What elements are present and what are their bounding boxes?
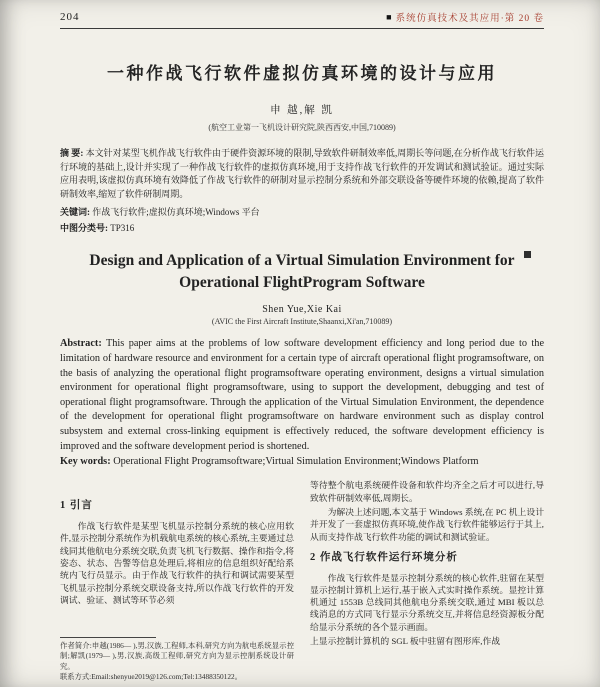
abstract-label-en: Abstract: bbox=[60, 338, 102, 350]
keywords-label-cn: 关键词: bbox=[60, 207, 90, 217]
contact-info: 联系方式:Email:shenyue2019@126.com;Tel:13488350122。 bbox=[60, 672, 242, 682]
author-bio: 作者简介:申越(1986— ),男,汉族,工程师,本科,研究方向为航电系统显示控制;解凯(1979— ),男,汉族,高级工程师,研究方向为显示控制系统设计研究。 bbox=[60, 640, 294, 671]
clc-number bbox=[60, 221, 544, 234]
abstract-cn bbox=[60, 147, 544, 201]
keywords-en bbox=[60, 456, 544, 467]
two-column-body bbox=[60, 479, 544, 687]
paper-title-cn: 一种作战飞行软件虚拟仿真环境的设计与应用 bbox=[107, 64, 497, 83]
right-column bbox=[310, 479, 544, 687]
abstract-text-cn: 本文针对某型飞机作战飞行软件由于硬件资源环境的限制,导致软件研制效率低,周期长等问题,在分析作战飞行软件运行环境的基础上,设计并实现了一种作战飞行软件的虚拟仿真环境,用于支持作战飞行软件的开发调试和测试验证。通过实际应用表明,该虚拟仿真环境有效降低了作战飞行软件的研制对显示控制分系统和外部交联设备等硬件环境的依赖,提高了软件研制效率,缩短了软件研制周期。 bbox=[60, 148, 544, 199]
footnote bbox=[60, 633, 294, 687]
clc-label: 中图分类号: bbox=[60, 223, 108, 233]
page-header bbox=[60, 10, 544, 24]
journal-header bbox=[386, 10, 544, 24]
abstract-en bbox=[60, 337, 544, 454]
keywords-text-en: Operational Flight Programsoftware;Virtual Simulation Environment;Windows Platform bbox=[113, 456, 479, 468]
page-number: 204 bbox=[60, 10, 80, 23]
clc-value: TP316 bbox=[110, 223, 135, 233]
affiliation-en: (AVIC the First Aircraft Institute,Shaanxi,Xi'an,710089) bbox=[211, 317, 393, 327]
abstract-text-en: This paper aims at the problems of low software development efficiency and long period due to the limitation of hardware resource and environment for a certain type of aircraft operational flight programsoftware, on the basis of analyzing the operational flight programsoftware operating environment, designs a virtual simulation environment for operational flight programsoftware, using to support the development, debugging and test of operational flight programsoftware. Through the application of the Virtual Simulation Environment, the dependence of the development for operational flight programsoftware on hardware environment such as display control subsystem and external cross-linking equipment is effectively reduced, the software development efficiency is improved and the software development period is shortened. bbox=[60, 338, 545, 452]
paper-title-en bbox=[60, 250, 544, 293]
footnote-rule bbox=[60, 637, 156, 638]
left-column bbox=[60, 479, 294, 687]
affiliation-cn: (航空工业第一飞机设计研究院,陕西西安,中国,710089) bbox=[208, 123, 396, 132]
keywords-label-en: Key words: bbox=[60, 456, 111, 468]
keywords-cn bbox=[60, 205, 544, 218]
header-rule bbox=[60, 28, 544, 29]
intro-paragraph: 作战飞行软件是某型飞机显示控制分系统的核心应用软件,显示控制分系统作为机载航电系统的核心系统,主要通过总线同其他航电分系统交联,负责飞机飞行数据、操作和指令,将姿态、状态、告警等信息处理后,将相应的信息组织好配给系统内飞行员显示。由于作战飞行软件的执行和调试需要某型飞机显示控制分系统交联设备支持,所以作战飞行软件的开发调试、验证、测试等环节必须 bbox=[60, 520, 294, 605]
ink-mark bbox=[524, 251, 531, 258]
left-column-body bbox=[60, 479, 294, 632]
authors-en: Shen Yue,Xie Kai bbox=[262, 304, 342, 316]
section-2-heading: 2 作战飞行软件运行环境分析 bbox=[310, 551, 458, 563]
authors-cn: 申 越,解 凯 bbox=[270, 105, 334, 116]
square-bullet-icon: ■ bbox=[386, 11, 392, 22]
section-1-heading: 1 引言 bbox=[60, 500, 93, 512]
journal-title: 系统仿真技术及其应用·第 20 卷 bbox=[395, 14, 544, 24]
paper-title-en-line1: Design and Application of a Virtual Simulation Environment for bbox=[89, 252, 515, 269]
keywords-text-cn: 作战飞行软件;虚拟仿真环境;Windows 平台 bbox=[92, 207, 260, 217]
environment-paragraph: 作战飞行软件是显示控制分系统的核心软件,驻留在某型显示控制计算机上运行,基于嵌入式实时操作系统。显控计算机通过 1553B 总线同其他航电分系统交联,通过 MBI 板以总线消息的方式同飞行显示分系统交互,并将信息经资源板分配给显示分系统的各个显示画面。 bbox=[310, 572, 544, 632]
paper-title-en-line2: Operational FlightProgram Software bbox=[179, 273, 425, 291]
abstract-label-cn: 摘 要: bbox=[60, 148, 84, 158]
continuation-paragraph: 等待整个航电系统硬件设备和软件均齐全之后才可以进行,导致软件研制效率低,周期长。 bbox=[310, 480, 544, 503]
partial-last-line: 上显示控制计算机的 SGL 板中驻留有图形库,作战 bbox=[310, 636, 501, 647]
solution-paragraph: 为解决上述问题,本文基于 Windows 系统,在 PC 机上设计并开发了一套虚拟仿真环境,使作战飞行软件能够运行于其上,从而支持作战飞行软件功能的调试和测试验证。 bbox=[310, 506, 544, 542]
